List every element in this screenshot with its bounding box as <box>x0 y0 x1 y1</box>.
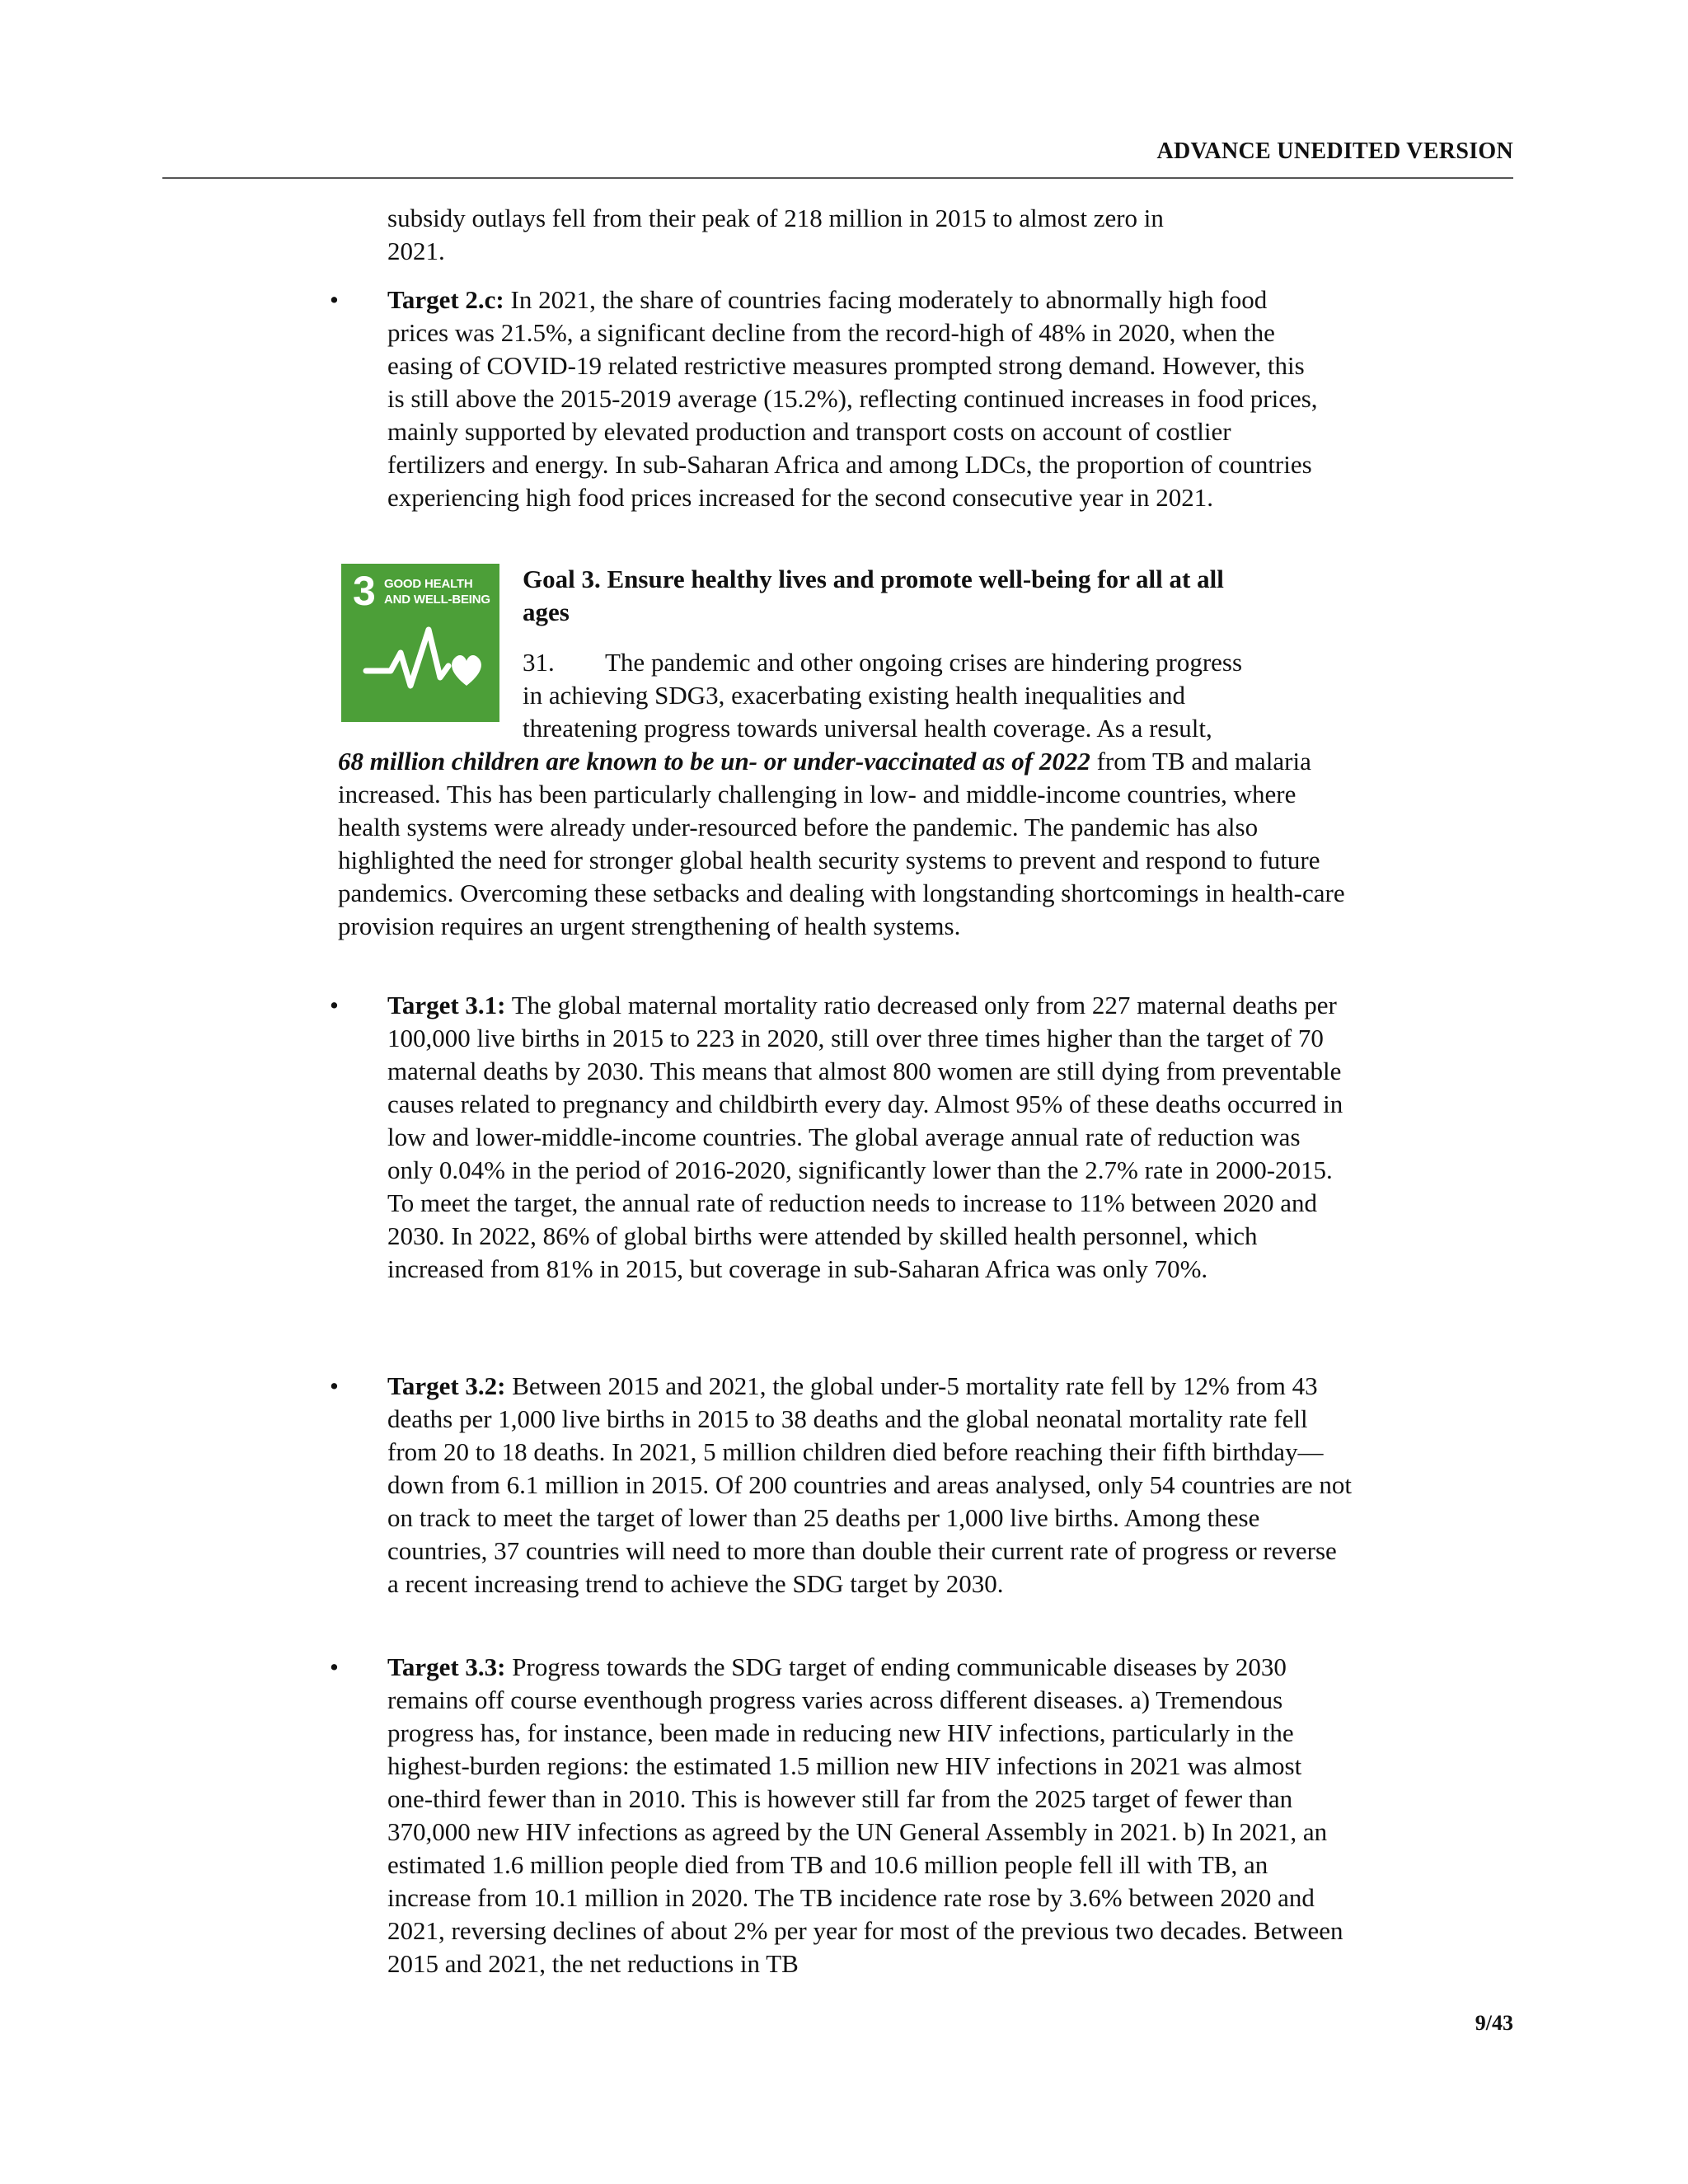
bullet-icon: • <box>330 1371 339 1400</box>
goal3-para-line1: The pandemic and other ongoing crises are hindering progress <box>605 648 1243 677</box>
target-33-label: Target 3.3: <box>387 1652 506 1681</box>
goal3-paragraph-intro <box>523 646 1355 745</box>
sdg3-logo-label-line2: AND WELL-BEING <box>384 593 490 607</box>
target-2c-body: In 2021, the share of countries facing moderately to abnormally high food prices was 21.5%, a significant decline from the record-high of 48% in 2020, when the easing of COVID-19 related restrictive measures prompted strong demand. However, this is still above the 2015-2019 average (15.2%), reflecting continued increases in food prices, mainly supported by elevated production and transport costs on account of costlier fertilizers and energy. In sub-Saharan Africa and among LDCs, the proportion of countries experiencing high food prices increased for the second consecutive year in 2021. <box>387 285 1318 512</box>
goal3-para-line2: in achieving SDG3, exacerbating existing health inequalities and <box>523 681 1186 710</box>
sdg3-logo <box>341 564 499 722</box>
continuation-line-1: subsidy outlays fell from their peak of 218 million in 2015 to almost zero in <box>387 204 1164 232</box>
bullet-icon: • <box>330 285 339 314</box>
heartbeat-heart-icon <box>341 564 499 722</box>
target-31-text <box>387 989 1352 1286</box>
page-number: 9/43 <box>1475 2011 1513 2035</box>
target-2c-item <box>330 284 1327 514</box>
bullet-icon: • <box>330 1652 339 1681</box>
target-2c-label: Target 2.c: <box>387 285 504 314</box>
target-2c-text <box>387 284 1327 514</box>
paragraph-number: 31. <box>523 648 555 677</box>
target-31-body: The global maternal mortality ratio decreased only from 227 maternal deaths per 100,000 live births in 2015 to 223 in 2020, still over three times higher than the target of 70 maternal deaths by 2030. This means that almost 800 women are still dying from preventable causes related to pregnancy and childbirth every day. Almost 95% of these deaths occurred in low and lower-middle-income countries. The global average annual rate of reduction was only 0.04% in the period of 2016-2020, significantly lower than the 2.7% rate in 2000-2015. To meet the target, the annual rate of reduction needs to increase to 11% between 2020 and 2030. In 2022, 86% of global births were attended by skilled health personnel, which increased from 81% in 2015, but coverage in sub-Saharan Africa was only 70%. <box>387 991 1343 1283</box>
target-31-label: Target 3.1: <box>387 991 506 1019</box>
page-header-title: ADVANCE UNEDITED VERSION <box>1156 138 1513 164</box>
goal3-heading-line2: ages <box>523 598 570 626</box>
target-31-item <box>330 989 1352 1286</box>
target-33-text <box>387 1651 1352 1980</box>
target-33-item <box>330 1651 1352 1980</box>
header-rule <box>162 177 1513 179</box>
goal3-para-line3: threatening progress towards universal health coverage. As a result, <box>523 714 1212 743</box>
goal3-para-rest: from TB and malaria increased. This has been particularly challenging in low- and middle-income countries, where health systems were already under-resourced before the pandemic. The pandemic has also highlighted the need for stronger global health security systems to prevent and respond to future pandemics. Overcoming these setbacks and dealing with longstanding shortcomings in health-care provision requires an urgent strengthening of health systems. <box>338 747 1345 940</box>
target-32-label: Target 3.2: <box>387 1371 506 1400</box>
target-33-body: Progress towards the SDG target of ending communicable diseases by 2030 remains off course eventhough progress varies across different diseases. a) Tremendous progress has, for instance, been made in reducing new HIV infections, particularly in the highest-burden regions: the estimated 1.5 million new HIV infections in 2021 was almost one-third fewer than in 2010. This is however still far from the 2025 target of fewer than 370,000 new HIV infections as agreed by the UN General Assembly in 2021. b) In 2021, an estimated 1.6 million people died from TB and 10.6 million people fell ill with TB, an increase from 10.1 million in 2020. The TB incidence rate rose by 3.6% between 2020 and 2021, reversing declines of about 2% per year for most of the previous two decades. Between 2015 and 2021, the net reductions in TB <box>387 1652 1343 1978</box>
bullet-icon: • <box>330 991 339 1019</box>
target-32-item <box>330 1370 1352 1601</box>
goal3-heading <box>523 563 1355 629</box>
continuation-line-2: 2021. <box>387 237 445 265</box>
goal3-paragraph-body <box>338 745 1360 943</box>
goal3-heading-line1: Goal 3. Ensure healthy lives and promote well-being for all at all <box>523 565 1224 593</box>
target-32-body: Between 2015 and 2021, the global under-5 mortality rate fell by 12% from 43 deaths per 1,000 live births in 2015 to 38 deaths and the global neonatal mortality rate fell from 20 to 18 deaths. In 2021, 5 million children died before reaching their fifth birthday—down from 6.1 million in 2015. Of 200 countries and areas analysed, only 54 countries are not on track to meet the target of lower than 25 deaths per 1,000 live births. Among these countries, 37 countries will need to more than double their current rate of progress or reverse a recent increasing trend to achieve the SDG target by 2030. <box>387 1371 1352 1598</box>
target-32-text <box>387 1370 1352 1601</box>
sdg3-logo-number: 3 <box>353 568 376 614</box>
sdg3-logo-label-line1: GOOD HEALTH <box>384 577 473 591</box>
goal3-emphasis: 68 million children are known to be un- or under-vaccinated as of 2022 <box>338 747 1090 776</box>
